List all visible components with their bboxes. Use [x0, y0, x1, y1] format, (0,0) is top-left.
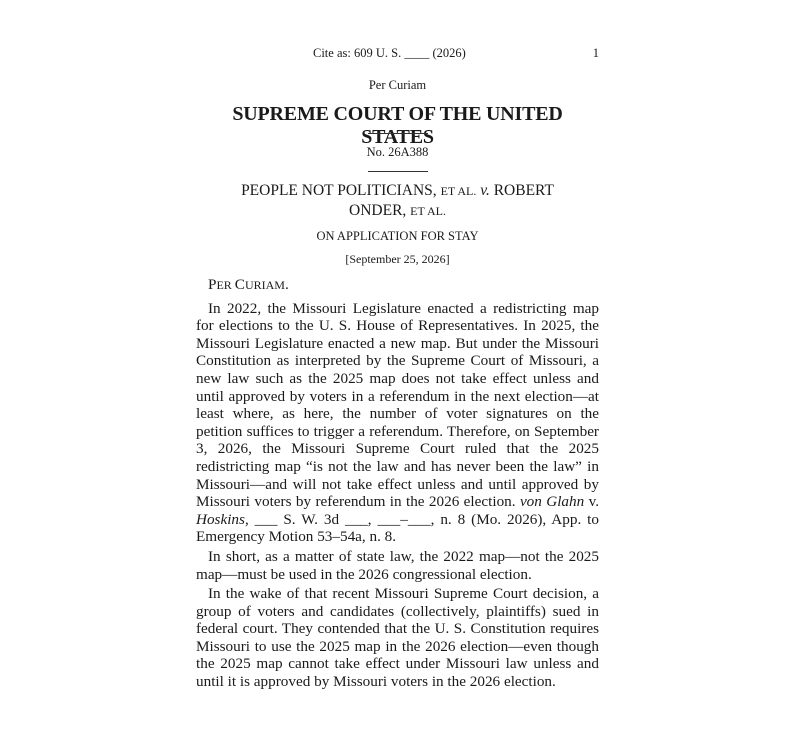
application-title: ON APPLICATION FOR STAY [316, 229, 479, 243]
opinion-body [196, 276, 599, 691]
caption-line-2: ONDER, ET AL. [349, 202, 446, 219]
paragraph-1: In 2022, the Missouri Legislature enacted a redistricting map for elections to the U. S. House of Representatives. In 2025, the Missouri Legislature enacted a new map. But under the Missouri Constitution as interpreted by the Supreme Court of Missouri, a new law such as the 2025 map does not take effect unless and until approved by voters in a referendum in the next election—at least where, as here, the number of voter signatures on the petition suffices to trigger a referendum. Therefore, on September 3, 2026, the Missouri Supreme Court ruled that the 2025 redistricting map “is not the law and has never been the law” in Missouri—and will not take effect unless and until approved by Missouri voters by referendum in the 2026 election. von Glahn v. Hoskins, ___ S. W. 3d ___, ___–___, n. 8 (Mo. 2026), App. to Emergency Motion 53–54a, n. 8. [196, 299, 599, 546]
opinion-opener: PER CURIAM. [208, 276, 289, 293]
docket-number: No. 26A388 [366, 145, 429, 159]
caption-line-1: PEOPLE NOT POLITICIANS, ET AL. v. ROBERT [241, 182, 554, 199]
paragraph-2: In short, as a matter of state law, the 2022 map—not the 2025 map—must be used in the 2026 congressional election. [196, 547, 599, 583]
court-title: SUPREME COURT OF THE UNITED STATES [232, 103, 563, 148]
per-curiam-label: Per Curiam [368, 78, 427, 92]
page-number: 1 [592, 46, 599, 60]
divider-bottom [368, 171, 428, 172]
running-header [196, 46, 599, 62]
citation: Cite as: 609 U. S. ____ (2026) [313, 46, 466, 60]
divider-top [368, 133, 428, 134]
case-caption [196, 181, 599, 221]
decision-date: [September 25, 2026] [345, 252, 450, 266]
paragraph-3: In the wake of that recent Missouri Supreme Court decision, a group of voters and candidates (collectively, plaintiffs) sued in federal court. They contended that the U. S. Constitution requires Missouri to use the 2025 map in the 2026 election—even though the 2025 map cannot take effect under Missouri law unless and until it is approved by Missouri voters in the 2026 election. [196, 585, 599, 691]
